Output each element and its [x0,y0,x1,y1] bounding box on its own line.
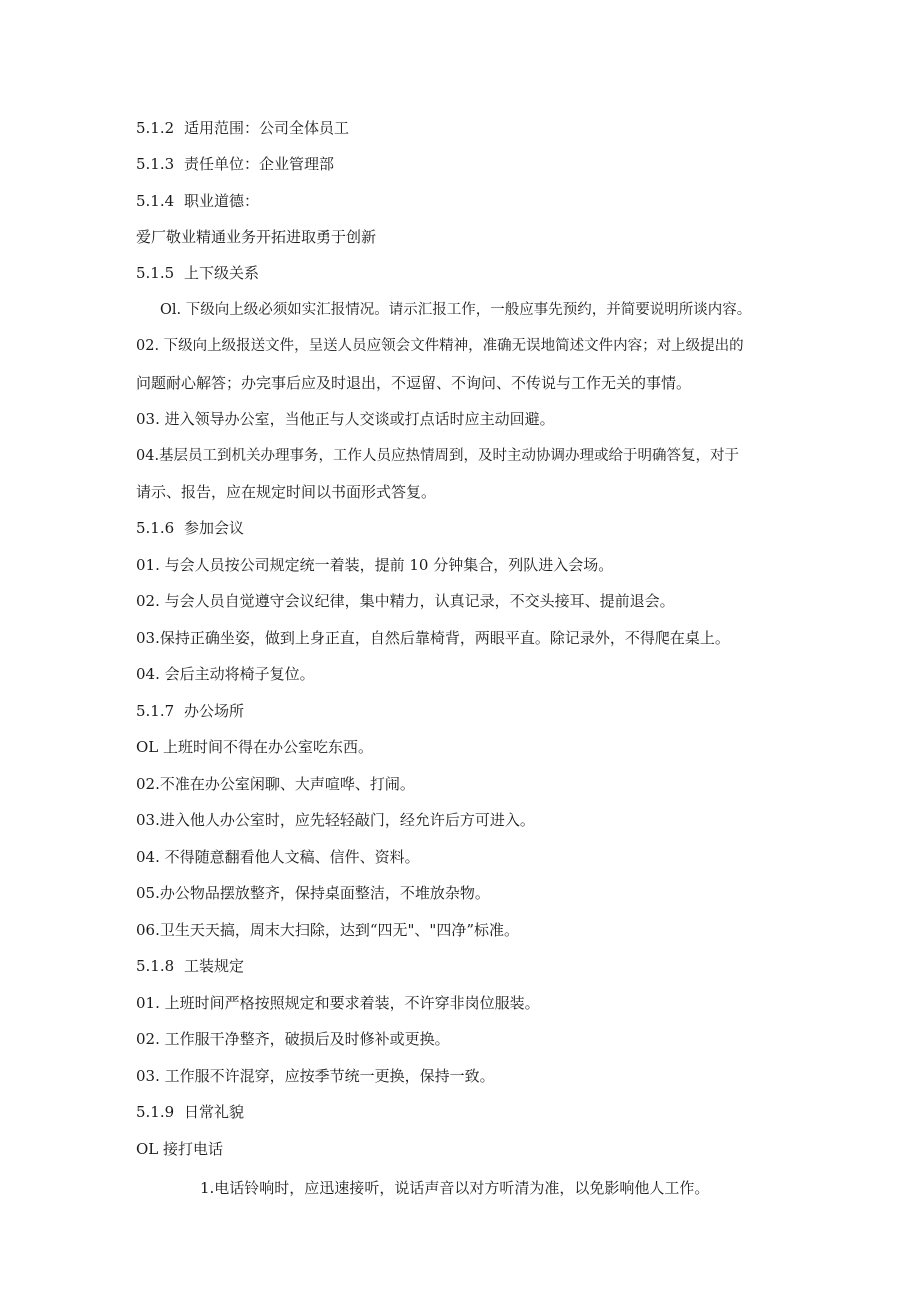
section-number: 5.1.3 [136,155,175,173]
paragraph-line: 05.办公物品摆放整齐，保持桌面整洁，不堆放杂物。 [136,884,490,902]
section-heading-5-1-5 [136,263,259,283]
section-title: 办公场所 [184,702,245,720]
paragraph-line: 1.电话铃响时，应迅速接听，说话声音以对方听清为准，以免影响他人工作。 [200,1179,710,1197]
paragraph-line: 02. 与会人员自觉遵守会议纪律，集中精力，认真记录，不交头接耳、提前退会。 [136,592,675,610]
section-title: 日常礼貌 [184,1103,245,1121]
section-heading-5-1-6 [136,518,244,538]
paragraph-line: 问题耐心解答；办完事后应及时退出，不逗留、不询问、不传说与工作无关的事情。 [136,374,692,392]
section-number: 5.1.4 [136,192,175,210]
section-heading-5-1-2 [136,118,349,138]
paragraph-line: 04. 不得随意翻看他人文稿、信件、资料。 [136,848,420,866]
paragraph-line: 03. 工作服不许混穿，应按季节统一更换，保持一致。 [136,1067,495,1085]
paragraph-line: 02. 工作服干净整齐，破损后及时修补或更换。 [136,1030,450,1048]
paragraph-line: 03.保持正确坐姿，做到上身正直，自然后靠椅背，两眼平直。除记录外，不得爬在桌上。 [136,629,730,647]
paragraph-line: 02.不准在办公室闲聊、大声喧哗、打闹。 [136,775,415,793]
section-heading-5-1-3 [136,154,334,174]
section-title: 职业道德： [184,192,260,210]
section-number: 5.1.9 [136,1103,175,1121]
section-title: 上下级关系 [184,264,260,282]
paragraph-line: 06.卫生天天搞，周末大扫除，达到“四无"、"四净”标准。 [136,921,519,939]
paragraph-line: 请示、报告，应在规定时间以书面形式答复。 [136,483,437,501]
section-number: 5.1.8 [136,957,175,975]
section-number: 5.1.2 [136,119,175,137]
section-number: 5.1.7 [136,702,175,720]
section-title: 适用范围：公司全体员工 [184,119,350,137]
paragraph-line: 01. 与会人员按公司规定统一着装，提前 10 分钟集合，列队进入会场。 [136,556,614,574]
paragraph-line: 爱厂敬业精通业务开拓进取勇于创新 [136,228,377,246]
paragraph-line: Ol. 下级向上级必须如实汇报情况。请示汇报工作，一般应事先预约，并简要说明所谈内容。 [160,302,752,318]
section-heading-5-1-7 [136,701,244,721]
section-number: 5.1.5 [136,264,175,282]
section-title: 工装规定 [184,957,245,975]
paragraph-line: 03.进入他人办公室时，应先轻轻敲门，经允许后方可进入。 [136,811,535,829]
section-heading-5-1-4 [136,191,259,211]
paragraph-line: 04.基层员工到机关办理事务，工作人员应热情周到，及时主动协调办理或给于明确答复，对于 [136,448,740,464]
paragraph-line: 01. 上班时间严格按照规定和要求着装，不许穿非岗位服装。 [136,994,540,1012]
section-title: 责任单位：企业管理部 [184,155,335,173]
section-heading-5-1-9 [136,1102,244,1122]
section-title: 参加会议 [184,519,245,537]
paragraph-line: OL 上班时间不得在办公室吃东西。 [136,738,374,756]
paragraph-line: 03. 进入领导办公室，当他正与人交谈或打点话时应主动回避。 [136,410,555,428]
section-heading-5-1-8 [136,956,244,976]
paragraph-line: OL 接打电话 [136,1140,224,1158]
paragraph-line: 02. 下级向上级报送文件，呈送人员应领会文件精神，准确无误地简述文件内容；对上级提出的 [136,338,744,354]
section-number: 5.1.6 [136,519,175,537]
paragraph-line: 04. 会后主动将椅子复位。 [136,665,315,683]
